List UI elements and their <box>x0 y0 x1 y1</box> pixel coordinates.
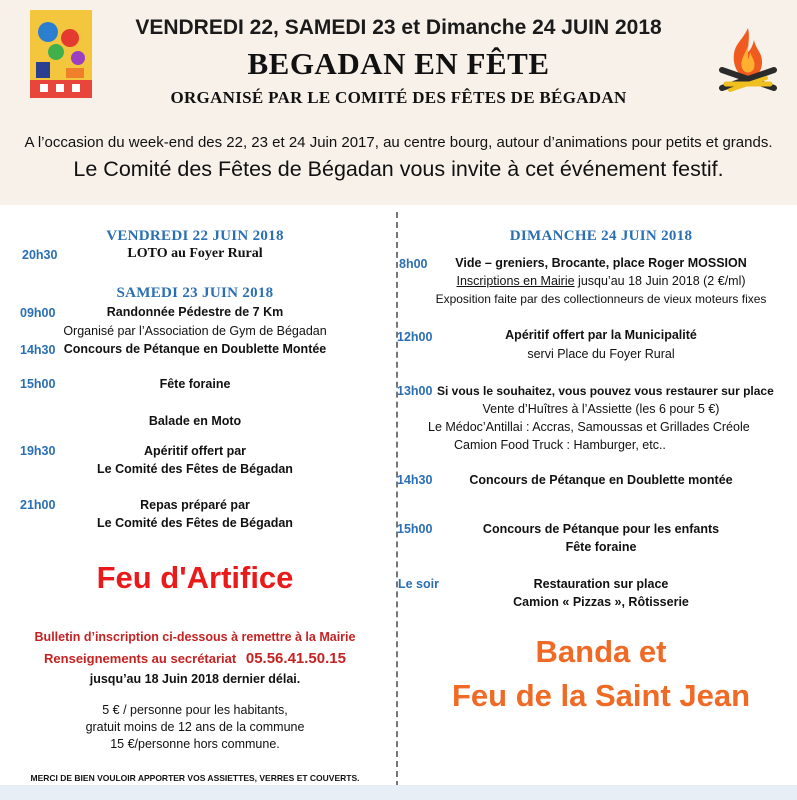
price-line: gratuit moins de 12 ans de la commune <box>85 720 305 734</box>
bulletin-note: Bulletin d’inscription ci-dessous à remettre à la Mairie <box>34 630 356 644</box>
bottom-strip <box>0 785 797 800</box>
schedule-item: Balade en Moto <box>148 414 242 428</box>
time-label: 20h30 <box>22 248 58 262</box>
aperitif-item: Apéritif offert par la Municipalité <box>505 328 697 342</box>
time-label: 21h00 <box>20 498 56 512</box>
petanque-item: Concours de Pétanque en Doublette montée <box>469 473 733 487</box>
time-label: 13h00 <box>397 384 433 398</box>
saint-jean-headline: Feu de la Saint Jean <box>451 678 751 713</box>
banda-headline: Banda et <box>535 634 667 669</box>
vide-grenier-item: Vide – greniers, Brocante, place Roger MOSSION <box>455 256 747 270</box>
time-label: 19h30 <box>20 444 56 458</box>
intro-text: A l’occasion du week-end des 22, 23 et 24 Juin 2017, au centre bourg, autour d’animations pour petits et grands. <box>24 134 773 151</box>
schedule-item: Randonnée Pédestre de 7 Km <box>106 305 284 319</box>
samedi-heading: SAMEDI 23 JUIN 2018 <box>116 285 274 301</box>
petanque-enfants-item: Concours de Pétanque pour les enfants <box>482 522 720 536</box>
fireworks-headline: Feu d'Artifice <box>96 560 294 595</box>
event-title: BEGADAN EN FÊTE <box>247 46 550 81</box>
fete-foraine-item: Fête foraine <box>565 540 637 554</box>
column-divider <box>396 212 398 787</box>
schedule-detail: Le Comité des Fêtes de Bégadan <box>97 516 293 530</box>
schedule-item: Concours de Pétanque en Doublette Montée <box>63 342 327 356</box>
organizer-line: ORGANISÉ PAR LE COMITÉ DES FÊTES DE BÉGADAN <box>170 88 627 107</box>
inscription-rest: jusqu’au 18 Juin 2018 (2 €/ml) <box>574 274 746 288</box>
footer-note: MERCI DE BIEN VOULOIR APPORTER VOS ASSIETTES, VERRES ET COUVERTS. <box>30 773 360 783</box>
event-dates: VENDREDI 22, SAMEDI 23 et Dimanche 24 JUIN 2018 <box>135 16 662 39</box>
schedule-detail: Le Comité des Fêtes de Bégadan <box>97 462 293 476</box>
deadline-text: jusqu’au 18 Juin 2018 dernier délai. <box>89 672 301 686</box>
price-line: 15 €/personne hors commune. <box>110 737 280 751</box>
time-label: 14h30 <box>397 473 433 487</box>
time-label: 14h30 <box>20 343 56 357</box>
schedule-item: Fête foraine <box>159 377 231 391</box>
schedule-item: Apéritif offert par <box>143 444 247 458</box>
camion-line: Camion « Pizzas », Rôtisserie <box>513 595 689 609</box>
time-label: Le soir <box>398 577 439 591</box>
loto-item: LOTO au Foyer Rural <box>127 246 263 261</box>
header-band <box>0 0 797 205</box>
dimanche-heading: DIMANCHE 24 JUIN 2018 <box>509 228 693 244</box>
invite-text: Le Comité des Fêtes de Bégadan vous invite à cet événement festif. <box>73 157 724 181</box>
restauration-soir-item: Restauration sur place <box>533 577 669 591</box>
phone-number: 05.56.41.50.15 <box>245 650 346 667</box>
food-truck-line: Camion Food Truck : Hamburger, etc.. <box>454 438 666 452</box>
schedule-detail: Organisé par l’Association de Gym de Bégadan <box>63 324 327 338</box>
inscription-line <box>405 274 797 288</box>
time-label: 12h00 <box>397 330 433 344</box>
info-label: Renseignements au secrétariat <box>44 651 237 666</box>
vendredi-heading: VENDREDI 22 JUIN 2018 <box>106 228 284 244</box>
huitres-line: Vente d’Huîtres à l’Assiette (les 6 pour 5 €) <box>482 402 720 416</box>
schedule-item: Repas préparé par <box>140 498 250 512</box>
medoc-antillai-line: Le Médoc’Antillai : Accras, Samoussas et Grillades Créole <box>428 420 750 434</box>
time-label: 15h00 <box>397 522 433 536</box>
time-label: 8h00 <box>399 257 428 271</box>
time-label: 09h00 <box>20 306 56 320</box>
aperitif-detail: servi Place du Foyer Rural <box>527 347 675 361</box>
exposition-line: Exposition faite par des collectionneurs de vieux moteurs fixes <box>435 292 767 306</box>
info-line <box>0 650 390 667</box>
price-line: 5 € / personne pour les habitants, <box>102 703 288 717</box>
time-label: 15h00 <box>20 377 56 391</box>
restauration-intro: Si vous le souhaitez, vous pouvez vous restaurer sur place <box>437 384 774 398</box>
inscription-label: Inscriptions en Mairie <box>456 274 575 288</box>
